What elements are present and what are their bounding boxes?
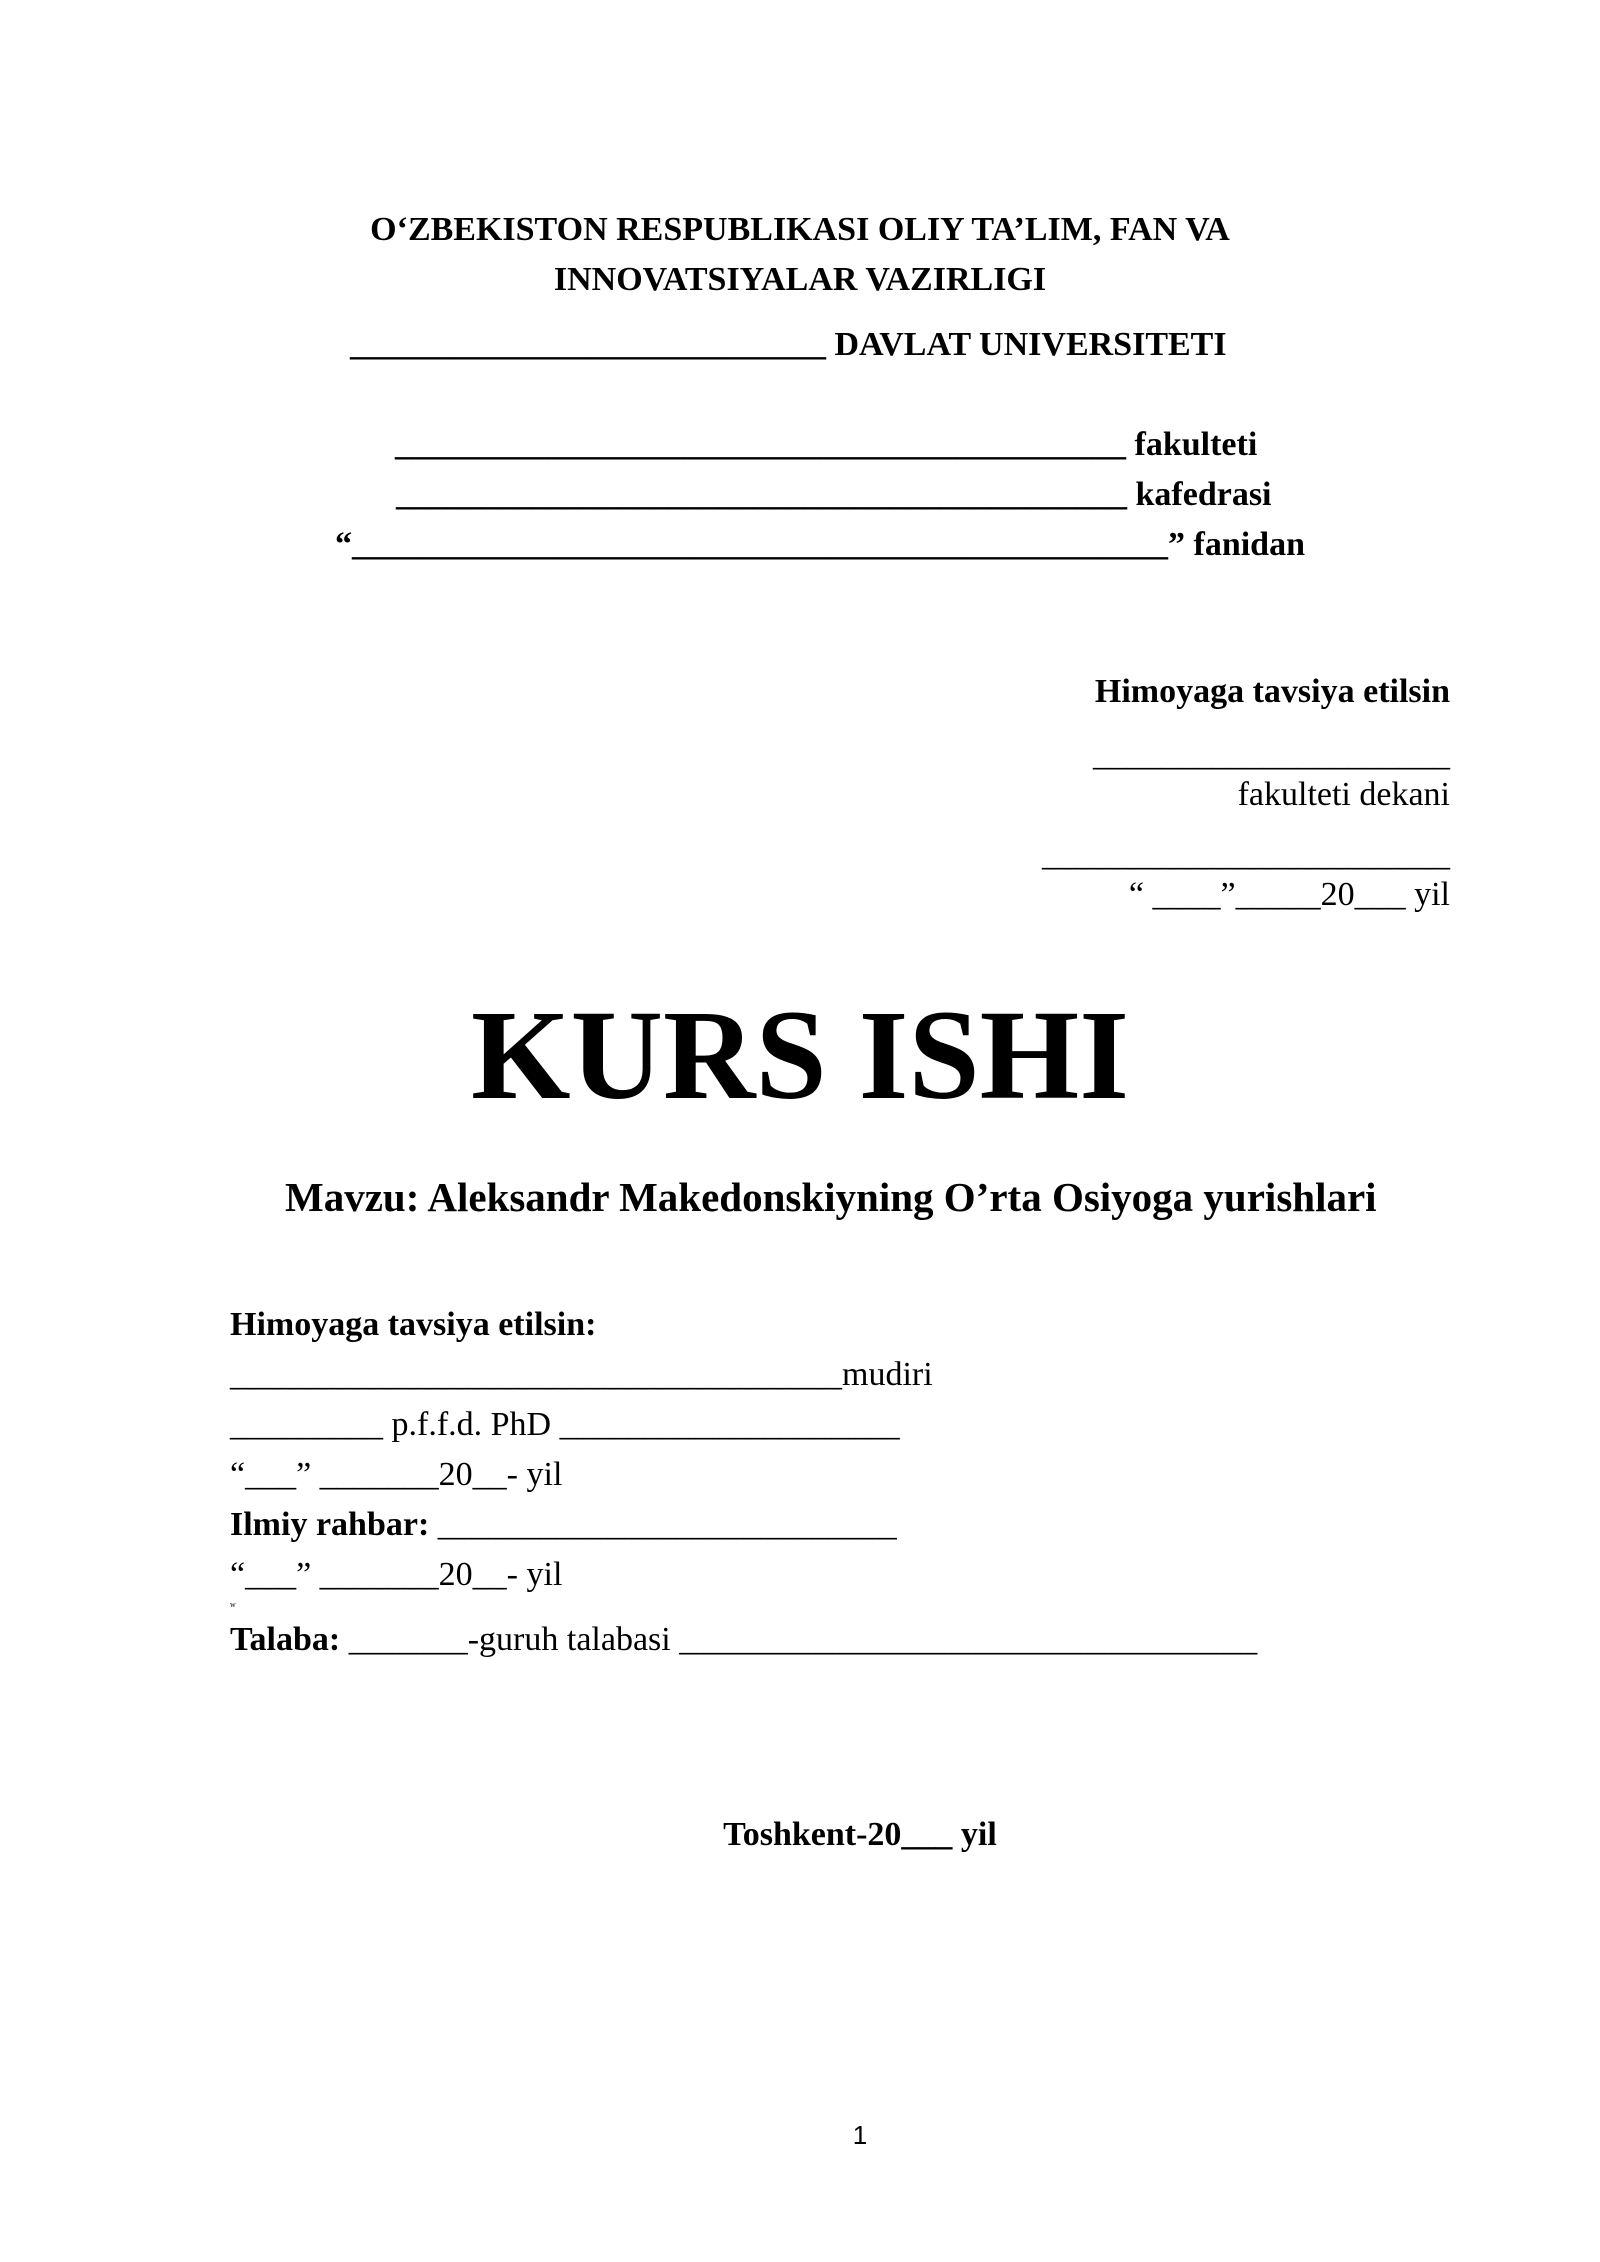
department-sign-line: _________ p.f.f.d. PhD ____________________ bbox=[230, 1406, 900, 1443]
student-line bbox=[230, 1620, 1257, 1660]
department-head-line bbox=[230, 1355, 933, 1395]
department-line bbox=[396, 475, 1272, 515]
university-line bbox=[350, 325, 1227, 365]
page-number: 1 bbox=[852, 2120, 868, 2150]
faculty-suffix: fakulteti bbox=[1126, 426, 1258, 463]
supervisor-line bbox=[230, 1505, 897, 1545]
dean-name-blank: _____________________ bbox=[1093, 736, 1450, 773]
university-blank: ____________________________ bbox=[350, 326, 826, 363]
student-label: Talaba: bbox=[230, 1621, 341, 1658]
faculty-blank: ___________________________________________ bbox=[395, 426, 1126, 463]
city-year: Toshkent-20___ yil bbox=[723, 1816, 997, 1853]
subject-open-quote: “ bbox=[335, 526, 352, 563]
supervisor-date: “___” _______20__- yil bbox=[230, 1556, 563, 1593]
department-approval-date: “___” _______20__- yil bbox=[230, 1456, 563, 1493]
subject-line bbox=[335, 525, 1305, 565]
supervisor-label: Ilmiy rahbar: bbox=[230, 1506, 430, 1543]
department-suffix: kafedrasi bbox=[1127, 476, 1272, 513]
subject-blank: ________________________________________________ bbox=[352, 526, 1168, 563]
dean-label: fakulteti dekani bbox=[1237, 776, 1450, 813]
supervisor-blank: ___________________________ bbox=[429, 1506, 897, 1543]
document-title: KURS ISHI bbox=[471, 984, 1129, 1126]
dean-approval-title: Himoyaga tavsiya etilsin bbox=[1094, 673, 1450, 710]
dean-approval-date: “ ____”_____20___ yil bbox=[1128, 876, 1450, 913]
department-head-blank: ____________________________________ bbox=[230, 1356, 842, 1393]
university-suffix: DAVLAT UNIVERSITETI bbox=[826, 326, 1227, 363]
tiny-mark: w bbox=[230, 1600, 236, 1609]
faculty-line bbox=[395, 425, 1257, 465]
department-blank: ___________________________________________ bbox=[396, 476, 1127, 513]
department-head-label: mudiri bbox=[842, 1356, 933, 1393]
ministry-title bbox=[0, 205, 1600, 305]
topic: Mavzu: Aleksandr Makedonskiyning O’rta Osiyoga yurishlari bbox=[285, 1174, 1377, 1220]
student-text: _______-guruh talabasi __________________________________ bbox=[340, 1621, 1258, 1658]
dean-signature-blank: ________________________ bbox=[1042, 836, 1450, 873]
ministry-line-2: INNOVATSIYALAR VAZIRLIGI bbox=[553, 261, 1047, 298]
ministry-line-1: O‘ZBEKISTON RESPUBLIKASI OLIY TA’LIM, FAN VA bbox=[370, 211, 1230, 248]
subject-suffix: ” fanidan bbox=[1168, 526, 1305, 563]
department-approval-title: Himoyaga tavsiya etilsin: bbox=[230, 1306, 597, 1343]
